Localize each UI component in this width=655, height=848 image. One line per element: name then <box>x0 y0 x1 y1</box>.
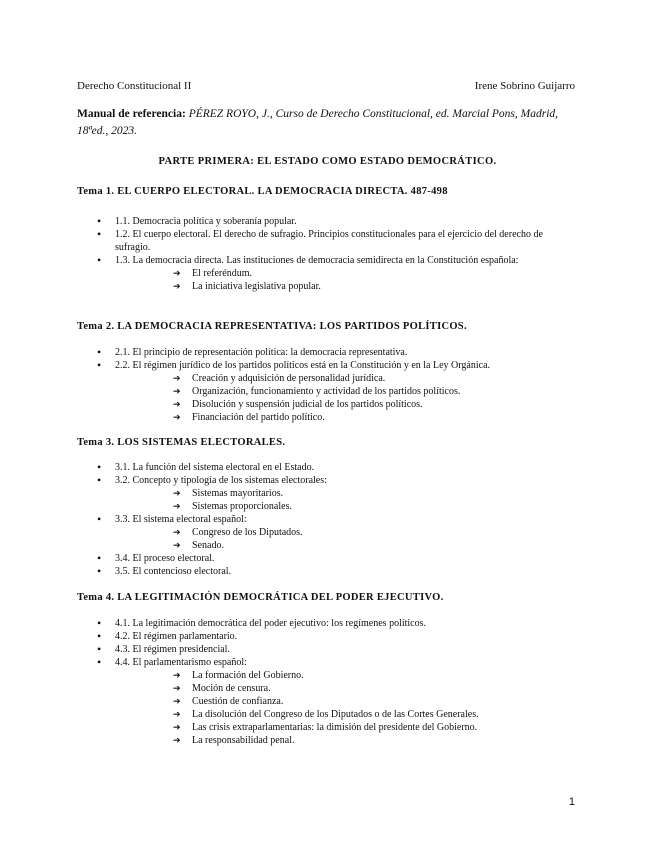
topic-title: Tema 3. LOS SISTEMAS ELECTORALES. <box>77 437 286 448</box>
list-item <box>77 656 577 747</box>
list-item <box>77 359 577 424</box>
list-item: • 1.2. El cuerpo electoral. El derecho de sufragio. Principios constitucionales para el ejercicio del derecho de sufragio. <box>77 228 580 254</box>
list-item-text: 2.2. El régimen jurídico de los partidos políticos está en la Constitución y en la Ley Orgánica. <box>115 360 491 371</box>
sub-list <box>115 669 577 747</box>
sub-list <box>115 487 577 513</box>
page-number: 1 <box>568 796 575 808</box>
reference-text: PÉREZ ROYO, J., Curso de Derecho Constitucional, ed. Marcial Pons, Madrid, 18ªed., 2023. <box>77 108 559 137</box>
sub-item: ➔ Disolución y suspensión judicial de los partidos políticos. <box>153 398 615 411</box>
sub-list <box>115 526 577 552</box>
sub-item: ➔ Cuestión de confianza. <box>153 695 615 708</box>
list-item: • 4.2. El régimen parlamentario. <box>77 630 577 643</box>
sub-item: ➔ La formación del Gobierno. <box>153 669 615 682</box>
sub-item: ➔ Financiación del partido político. <box>153 411 615 424</box>
topic-title: Tema 2. LA DEMOCRACIA REPRESENTATIVA: LOS PARTIDOS POLÍTICOS. <box>77 321 467 332</box>
list-item <box>77 513 577 552</box>
reference-block <box>77 106 567 140</box>
sub-item: ➔ Las crisis extraparlamentarias: la dimisión del presidente del Gobierno. <box>153 721 615 734</box>
topic-1-list <box>77 215 577 293</box>
part-title: PARTE PRIMERA: EL ESTADO COMO ESTADO DEMOCRÁTICO. <box>158 156 497 167</box>
topic-title: Tema 1. EL CUERPO ELECTORAL. LA DEMOCRACIA DIRECTA. 487-498 <box>77 186 448 197</box>
list-item: • 3.1. La función del sistema electoral en el Estado. <box>77 461 577 474</box>
sub-item: ➔ La disolución del Congreso de los Diputados o de las Cortes Generales. <box>153 708 615 721</box>
sub-item: ➔ El referéndum. <box>153 267 615 280</box>
sub-item: ➔ Creación y adquisición de personalidad jurídica. <box>153 372 615 385</box>
sub-list <box>115 267 577 293</box>
sub-item: ➔ Sistemas mayoritarios. <box>153 487 615 500</box>
list-item: • 1.1. Democracia política y soberanía popular. <box>77 215 577 228</box>
list-item: • 3.5. El contencioso electoral. <box>77 565 577 578</box>
list-item-text: 3.3. El sistema electoral español: <box>115 514 247 525</box>
topic-3-list <box>77 461 577 578</box>
sub-item: ➔ La iniciativa legislativa popular. <box>153 280 615 293</box>
list-item-text: 1.3. La democracia directa. Las instituciones de democracia semidirecta en la Constitución española: <box>115 255 519 266</box>
sub-item: ➔ Senado. <box>153 539 615 552</box>
list-item <box>77 474 577 513</box>
sub-item: ➔ La responsabilidad penal. <box>153 734 615 747</box>
list-item: • 4.3. El régimen presidencial. <box>77 643 577 656</box>
list-item: • 2.1. El principio de representación política: la democracia representativa. <box>77 346 577 359</box>
sub-item: ➔ Congreso de los Diputados. <box>153 526 615 539</box>
sub-list <box>115 372 577 424</box>
list-item <box>77 254 577 293</box>
header-author: Irene Sobrino Guijarro <box>474 80 575 92</box>
sub-item: ➔ Moción de censura. <box>153 682 615 695</box>
topic-4-list <box>77 617 577 747</box>
list-item-text: 3.2. Concepto y tipología de los sistemas electorales: <box>115 475 327 486</box>
list-item: • 3.4. El proceso electoral. <box>77 552 577 565</box>
list-item: • 4.1. La legitimación democrática del poder ejecutivo: los regímenes políticos. <box>77 617 577 630</box>
list-item-text: 4.4. El parlamentarismo español: <box>115 657 247 668</box>
topic-title: Tema 4. LA LEGITIMACIÓN DEMOCRÁTICA DEL PODER EJECUTIVO. <box>77 592 444 603</box>
reference-label: Manual de referencia: <box>77 108 186 120</box>
sub-item: ➔ Sistemas proporcionales. <box>153 500 615 513</box>
topic-2-list <box>77 346 577 424</box>
sub-item: ➔ Organización, funcionamiento y actividad de los partidos políticos. <box>153 385 615 398</box>
header-course: Derecho Constitucional II <box>77 80 192 92</box>
